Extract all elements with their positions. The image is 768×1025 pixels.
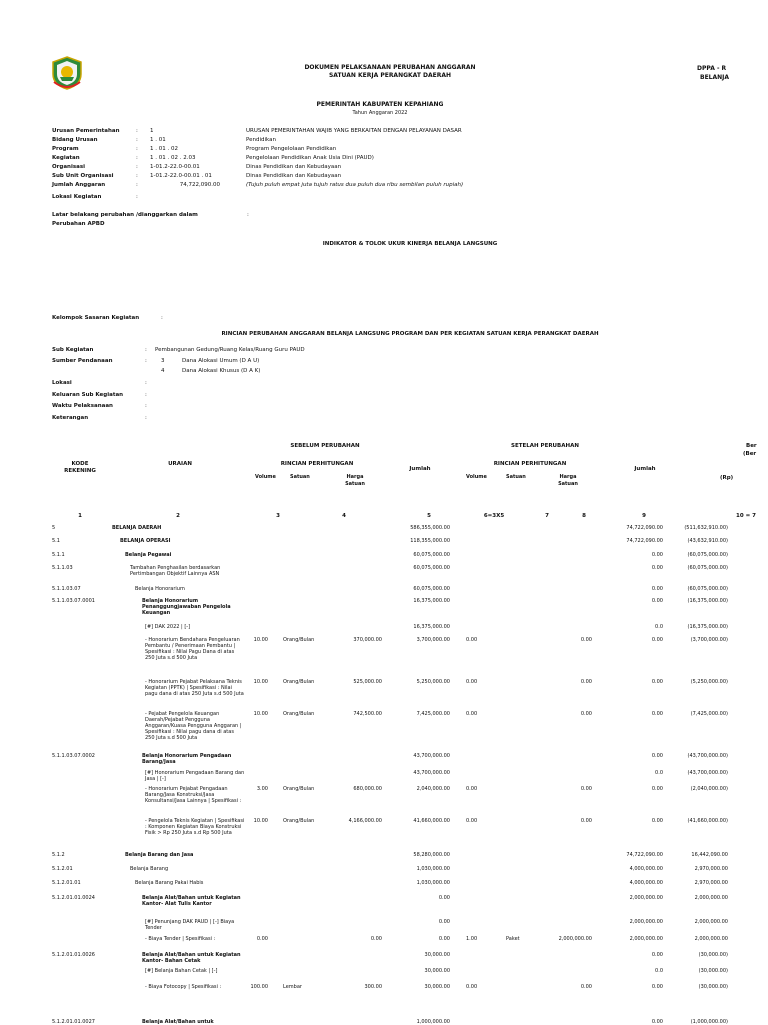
row-jumlah-setelah: 0.00 [651,679,663,685]
row-uraian: - Honorarium Pejabat Pengadaan Barang/Jasa Konstruksi/Jasa Konsultansi/Jasa Lainnya | Spesifikasi : [145,786,242,804]
row-harga-satuan: 4,166,000.00 [348,818,382,824]
col-num-2: 2 [176,513,180,519]
document-title: DOKUMEN PELAKSANAAN PERUBAHAN ANGGARAN [304,64,476,71]
info-colon: : [136,137,138,143]
row-jumlah: 0.00 [438,936,450,942]
header-sebelum: SEBELUM PERUBAHAN [290,443,360,449]
col-num-5: 5 [427,513,431,519]
dppa-code: DPPA - R [697,65,727,72]
col-num-8: 8 [582,513,586,519]
row-jumlah-setelah: 2,000,000.00 [629,919,663,925]
row-selisih: (41,660,000.00) [687,818,728,824]
header-satuan-2: Satuan [506,474,526,480]
info-label: Organisasi [52,164,85,170]
row-jumlah: 118,355,000.00 [410,538,450,544]
row-selisih: 2,000,000.00 [694,919,728,925]
row-selisih: 2,970,000.00 [694,866,728,872]
row-jumlah-setelah: 0.00 [651,984,663,990]
row-selisih: 16,442,090.00 [691,852,728,858]
row-jumlah-setelah: 0.0 [655,968,663,974]
row-selisih: 2,000,000.00 [694,936,728,942]
row-jumlah-setelah: 0.00 [651,786,663,792]
row-kode: 5.1.2.01.01 [52,880,81,886]
row-uraian: - Honorarium Bendahara Pengeluaran Pembantu / Penerimaan Pembantu | Spesifikasi : Nilai Pagu Dana di atas 250 Juta s.d 500 Juta [145,637,240,661]
row-harga-satuan-setelah: 0.00 [580,984,592,990]
row-kode: 5.1.2 [52,852,65,858]
row-harga-satuan-setelah: 2,000,000.00 [558,936,592,942]
header-volume-2: Volume [466,474,487,480]
row-satuan: Orang/Bulan [283,679,315,685]
row-volume-setelah: 0.00 [466,679,478,685]
row-kode: 5.1.1.03 [52,565,73,571]
info-label: Urusan Pemerintahan [52,128,120,134]
row-jumlah: 41,660,000.00 [413,818,450,824]
indikator-title: INDIKATOR & TOLOK UKUR KINERJA BELANJA LANGSUNG [322,241,498,247]
row-uraian: [#] DAK 2022 | [-] [145,624,191,630]
row-uraian: - Pejabat Pengelola Keuangan Daerah/Pejabat Pengguna Anggaran/Kuasa Pengguna Anggaran | Spesifikasi : Nilai pagu dana di atas 250 Juta s.d 500 Juta [145,711,242,741]
kelompok-colon: : [161,315,163,321]
row-selisih: (7,425,000.00) [690,711,728,717]
belanja-code: BELANJA [700,74,730,81]
header-bertambah: Ber [746,443,757,449]
latar-label-2: Perubahan APBD [52,221,105,227]
row-selisih: (30,000.00) [698,968,728,974]
row-jumlah-setelah: 0.00 [651,711,663,717]
row-selisih: (30,000.00) [698,952,728,958]
row-satuan-setelah: Paket [506,936,520,942]
header-uraian: URAIAN [168,461,192,467]
info-code: 1 . 01 . 02 [150,146,178,152]
info-colon: : [136,146,138,152]
header-harga-satuan: Satuan [345,481,365,487]
info-label: Bidang Urusan [52,137,98,143]
row-jumlah-setelah: 4,000,000.00 [629,880,663,886]
sub-colon: : [145,403,147,409]
row-jumlah-setelah: 74,722,090.00 [626,525,663,531]
row-jumlah: 43,700,000.00 [413,770,450,776]
row-volume-setelah: 0.00 [466,818,478,824]
row-jumlah-setelah: 0.00 [651,565,663,571]
row-selisih: (16,375,000.00) [687,598,728,604]
sub-label: Keluaran Sub Kegiatan [52,392,124,398]
info-colon: : [136,194,138,200]
row-selisih: (43,700,000.00) [687,770,728,776]
row-jumlah: 30,000.00 [424,952,450,958]
row-kode: 5.1.2.01.01.0026 [52,952,95,958]
row-volume: 0.00 [256,936,268,942]
header-kode: KODE [71,461,89,467]
row-harga-satuan: 300.00 [364,984,382,990]
row-selisih: (43,632,910.00) [687,538,728,544]
sub-label: Sumber Pendanaan [52,358,113,364]
row-selisih: (30,000.00) [698,984,728,990]
info-desc: Dinas Pendidikan dan Kebudayaan [246,173,342,179]
col-num-1: 1 [78,513,82,519]
sub-value: 4 Dana Alokasi Khusus (D A K) [161,368,261,374]
row-selisih: 2,970,000.00 [694,880,728,886]
header-harga-satuan-3: Satuan [558,481,578,487]
row-uraian: Belanja Barang dan Jasa [125,852,194,858]
row-jumlah: 60,075,000.00 [413,565,450,571]
col-num-9: 9 [642,513,646,519]
info-code: 1 . 01 . 02 . 2.03 [150,155,196,161]
info-code: 1-01.2-22.0-00.01 [150,164,200,170]
row-uraian: [#] Penunjang DAK PAUD | [-] Biaya Tender [145,919,235,931]
row-volume: 10.00 [253,711,268,717]
row-jumlah-setelah: 0.0 [655,770,663,776]
row-satuan: Lembar [283,984,302,990]
government-name: PEMERINTAH KABUPATEN KEPAHIANG [316,101,444,108]
row-jumlah: 2,040,000.00 [416,786,450,792]
row-uraian: Tambahan Penghasilan berdasarkan Pertimbangan Objektif Lainnya ASN [130,565,221,577]
row-jumlah-setelah: 74,722,090.00 [626,538,663,544]
row-jumlah: 5,250,000.00 [416,679,450,685]
row-jumlah-setelah: 0.0 [655,624,663,630]
row-harga-satuan-setelah: 0.00 [580,711,592,717]
info-label: Sub Unit Organisasi [52,173,114,179]
sub-label: Sub Kegiatan [52,347,94,353]
fiscal-year: Tahun Anggaran 2022 [352,110,408,116]
info-colon: : [136,173,138,179]
info-label: Program [52,146,79,152]
row-jumlah: 1,000,000.00 [416,1019,450,1025]
row-jumlah: 1,030,000.00 [416,866,450,872]
sub-label: Keterangan [52,415,89,421]
info-label: Kegiatan [52,155,80,161]
rincian-title: RINCIAN PERUBAHAN ANGGARAN BELANJA LANGSUNG PROGRAM DAN PER KEGIATAN SATUAN KERJA PERANGKAT DAERAH [221,331,599,337]
info-colon: : [136,155,138,161]
row-kode: 5.1.1 [52,552,65,558]
sub-colon: : [145,380,147,386]
sub-colon: : [145,415,147,421]
row-jumlah-setelah: 0.00 [651,952,663,958]
header-rincian-sebelum: RINCIAN PERHITUNGAN [280,461,354,467]
row-selisih: (43,700,000.00) [687,753,728,759]
info-label: Lokasi Kegiatan [52,194,102,200]
row-jumlah: 16,375,000.00 [413,624,450,630]
row-kode: 5.1.1.03.07.0002 [52,753,95,759]
row-jumlah: 0.00 [438,895,450,901]
row-jumlah-setelah: 2,000,000.00 [629,936,663,942]
row-jumlah-setelah: 0.00 [651,818,663,824]
info-code: 1 [150,128,154,134]
row-jumlah-setelah: 0.00 [651,1019,663,1025]
col-num-6: 6=3X5 [483,513,505,519]
row-selisih: (2,040,000.00) [690,786,728,792]
info-desc: Pendidikan [246,137,276,143]
row-jumlah: 7,425,000.00 [416,711,450,717]
row-uraian: Belanja Honorarium [135,586,185,592]
row-jumlah-setelah: 0.00 [651,552,663,558]
info-code: 1-01.2-22.0-00.01 . 01 [150,173,212,179]
row-selisih: (60,075,000.00) [687,552,728,558]
row-volume: 10.00 [253,679,268,685]
row-uraian: - Biaya Fotocopy | Spesifikasi : [145,984,222,990]
row-volume: 100.00 [250,984,268,990]
col-num-10: 10 = 7 [736,513,756,519]
row-selisih: (1,000,000.00) [690,1019,728,1025]
row-jumlah-setelah: 4,000,000.00 [629,866,663,872]
row-uraian: - Pengelola Teknis Kegiatan | Spesifikasi : Komponen Kegiatan Biaya Konstruksi Fisik > Rp 250 Juta s.d Rp 500 Juta [145,818,245,836]
header-harga-3: Harga [559,474,577,480]
row-harga-satuan: 680,000.00 [353,786,382,792]
row-kode: 5.1 [52,538,60,544]
sub-value: 3 Dana Alokasi Umum (D A U) [161,358,260,364]
header-setelah: SETELAH PERUBAHAN [511,443,579,449]
info-colon: : [136,182,138,188]
row-uraian: Belanja Honorarium Penanggungjawaban Pengelola Keuangan [142,598,231,616]
row-jumlah: 586,355,000.00 [410,525,450,531]
kelompok-label: Kelompok Sasaran Kegiatan [52,315,140,321]
row-jumlah: 60,075,000.00 [413,586,450,592]
row-jumlah-setelah: 0.00 [651,598,663,604]
row-jumlah: 58,280,000.00 [413,852,450,858]
row-uraian: Belanja Barang [130,866,169,872]
header-satuan: Satuan [290,474,310,480]
info-desc: URUSAN PEMERINTAHAN WAJIB YANG BERKAITAN DENGAN PELAYANAN DASAR [246,128,462,134]
row-volume: 3.00 [256,786,268,792]
row-jumlah-setelah: 2,000,000.00 [629,895,663,901]
row-volume-setelah: 0.00 [466,711,478,717]
row-satuan: Orang/Bulan [283,711,315,717]
row-jumlah-setelah: 74,722,090.00 [626,852,663,858]
row-jumlah: 16,375,000.00 [413,598,450,604]
row-jumlah: 3,700,000.00 [416,637,450,643]
row-jumlah-setelah: 0.00 [651,637,663,643]
row-satuan: Orang/Bulan [283,637,315,643]
row-uraian: - Biaya Tender | Spesifikasi : [145,936,216,942]
info-desc: Dinas Pendidikan dan Kebudayaan [246,164,342,170]
header-rupiah: (Rp) [720,475,734,481]
row-uraian: [#] Belanja Bahan Cetak | [-] [145,968,218,974]
row-volume: 10.00 [253,818,268,824]
row-uraian: [#] Honorarium Pengadaan Barang dan Jasa | [-] [145,770,245,782]
header-harga: Harga [346,474,364,480]
header-volume: Volume [255,474,276,480]
row-kode: 5.1.2.01.01.0024 [52,895,95,901]
sub-colon: : [145,358,147,364]
info-desc: Pengelolaan Pendidikan Anak Usia Dini (PAUD) [246,155,374,161]
info-code: 1 . 01 [150,137,166,143]
header-rincian-setelah: RINCIAN PERHITUNGAN [493,461,567,467]
latar-label-1: Latar belakang perubahan /dianggarkan dalam [52,212,198,218]
row-harga-satuan-setelah: 0.00 [580,679,592,685]
row-selisih: (511,632,910.00) [684,525,728,531]
row-jumlah: 0.00 [438,919,450,925]
row-harga-satuan: 742,500.00 [353,711,382,717]
row-volume-setelah: 0.00 [466,637,478,643]
row-uraian: BELANJA DAERAH [112,525,162,531]
row-uraian: Belanja Alat/Bahan untuk [142,1019,214,1025]
row-jumlah: 60,075,000.00 [413,552,450,558]
row-satuan: Orang/Bulan [283,786,315,792]
row-uraian: BELANJA OPERASI [120,538,171,544]
row-uraian: - Honorarium Pejabat Pelaksana Teknis Kegiatan (PPTK) | Spesifikasi : Nilai pagu dana di atas 250 Juta s.d 500 Juta [145,679,244,697]
info-label: Jumlah Anggaran [52,182,106,188]
row-harga-satuan: 525,000.00 [353,679,382,685]
col-num-4: 4 [342,513,346,519]
row-jumlah-setelah: 0.00 [651,586,663,592]
header-jumlah-sebelum: Jumlah [409,466,431,472]
row-uraian: Belanja Alat/Bahan untuk Kegiatan Kantor- Alat Tulis Kantor [142,895,241,907]
row-harga-satuan: 370,000.00 [353,637,382,643]
row-uraian: Belanja Alat/Bahan untuk Kegiatan Kantor- Bahan Cetak [142,952,241,964]
row-kode: 5.1.2.01 [52,866,73,872]
info-code: 74,722,090.00 [179,182,220,188]
row-uraian: Belanja Honorarium Pengadaan Barang/Jasa [142,753,232,765]
info-desc: (Tujuh puluh empat juta tujuh ratus dua puluh dua ribu sembilan puluh rupiah) [246,182,464,188]
info-colon: : [136,128,138,134]
row-uraian: Belanja Pegawai [125,552,172,558]
sub-value: Pembangunan Gedung/Ruang Kelas/Ruang Guru PAUD [155,347,305,353]
row-harga-satuan-setelah: 0.00 [580,818,592,824]
row-jumlah: 1,030,000.00 [416,880,450,886]
row-jumlah: 43,700,000.00 [413,753,450,759]
row-volume-setelah: 0.00 [466,984,478,990]
row-harga-satuan-setelah: 0.00 [580,637,592,643]
row-selisih: (60,075,000.00) [687,586,728,592]
info-colon: : [136,164,138,170]
header-bertambah-2: (Ber [743,451,757,457]
info-desc: Program Pengelolaan Pendidikan [246,146,337,152]
header-jumlah-setelah: Jumlah [634,466,656,472]
sub-label: Lokasi [52,380,72,386]
sub-label: Waktu Pelaksanaan [52,403,113,409]
row-kode: 5.1.1.03.07 [52,586,81,592]
header-rekening: REKENING [64,468,96,474]
row-kode: 5 [52,525,56,531]
row-selisih: (60,075,000.00) [687,565,728,571]
row-jumlah: 30,000.00 [424,984,450,990]
row-jumlah: 30,000.00 [424,968,450,974]
row-harga-satuan: 0.00 [370,936,382,942]
row-volume-setelah: 0.00 [466,786,478,792]
row-volume: 10.00 [253,637,268,643]
sub-colon: : [145,347,147,353]
row-satuan: Orang/Bulan [283,818,315,824]
row-kode: 5.1.1.03.07.0001 [52,598,95,604]
latar-colon: : [247,212,249,218]
row-selisih: (3,700,000.00) [690,637,728,643]
row-volume-setelah: 1.00 [466,936,478,942]
sub-colon: : [145,392,147,398]
row-selisih: 2,000,000.00 [694,895,728,901]
document-subtitle: SATUAN KERJA PERANGKAT DAERAH [328,72,452,79]
row-selisih: (16,375,000.00) [687,624,728,630]
row-uraian: Belanja Barang Pakai Habis [135,880,204,886]
kabupaten-kepahiang-logo [50,56,84,90]
row-selisih: (5,250,000.00) [690,679,728,685]
row-jumlah-setelah: 0.00 [651,753,663,759]
col-num-7: 7 [545,513,549,519]
col-num-3: 3 [276,513,280,519]
row-harga-satuan-setelah: 0.00 [580,786,592,792]
row-kode: 5.1.2.01.01.0027 [52,1019,95,1025]
